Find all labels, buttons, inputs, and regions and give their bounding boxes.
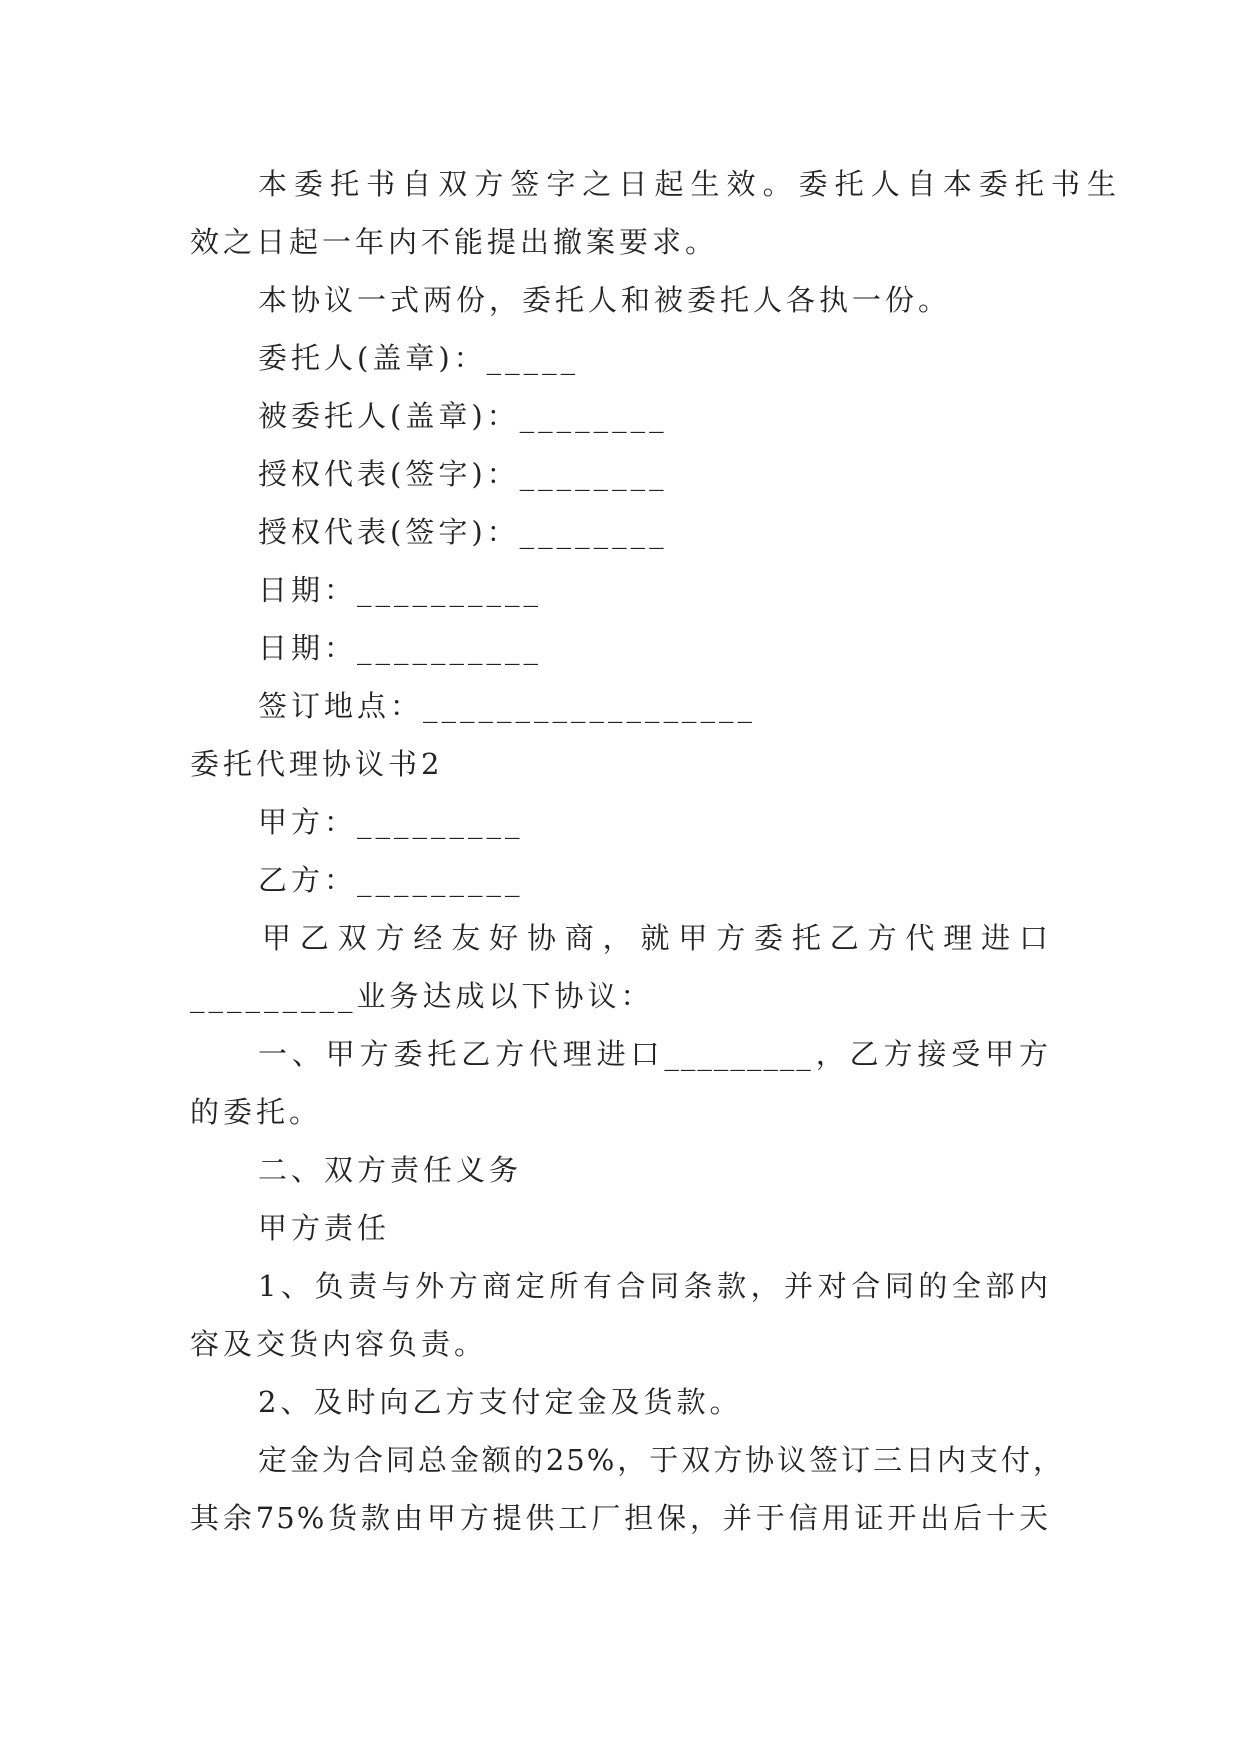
- paragraph-line: 2、及时向乙方支付定金及货款。: [258, 1385, 743, 1419]
- signature-field: 授权代表(签字)：________: [258, 457, 668, 491]
- party-a-field: 甲方：_________: [258, 805, 524, 839]
- signature-field: 委托人(盖章)：_____: [258, 341, 580, 375]
- paragraph-line: _________业务达成以下协议：: [190, 979, 654, 1013]
- subheading: 甲方责任: [258, 1211, 391, 1245]
- date-field: 日期：__________: [258, 631, 543, 665]
- location-field: 签订地点：__________________: [258, 689, 757, 723]
- paragraph-line: 一、甲方委托乙方代理进口_________，乙方接受甲方: [258, 1037, 1050, 1071]
- clause-heading: 二、双方责任义务: [258, 1153, 523, 1187]
- paragraph-line: 定金为合同总金额的25%，于双方协议签订三日内支付，: [258, 1443, 1064, 1477]
- signature-field: 授权代表(签字)：________: [258, 515, 668, 549]
- party-b-field: 乙方：_________: [258, 863, 524, 897]
- paragraph-line: 甲乙双方经友好协商，就甲方委托乙方代理进口: [262, 921, 1050, 955]
- date-field: 日期：__________: [258, 573, 543, 607]
- paragraph-line: 容及交货内容负责。: [190, 1327, 488, 1361]
- paragraph-line: 其余75%货款由甲方提供工厂担保，并于信用证开出后十天: [190, 1501, 1050, 1535]
- paragraph-line: 本委托书自双方签字之日起生效。委托人自本委托书生: [258, 167, 1118, 201]
- paragraph-line: 的委托。: [190, 1095, 323, 1129]
- paragraph-line: 1、负责与外方商定所有合同条款，并对合同的全部内: [258, 1269, 1050, 1303]
- paragraph-line: 效之日起一年内不能提出撤案要求。: [190, 225, 719, 259]
- paragraph-line: 本协议一式两份，委托人和被委托人各执一份。: [258, 283, 952, 317]
- section-title: 委托代理协议书2: [190, 747, 444, 781]
- signature-field: 被委托人(盖章)：________: [258, 399, 668, 433]
